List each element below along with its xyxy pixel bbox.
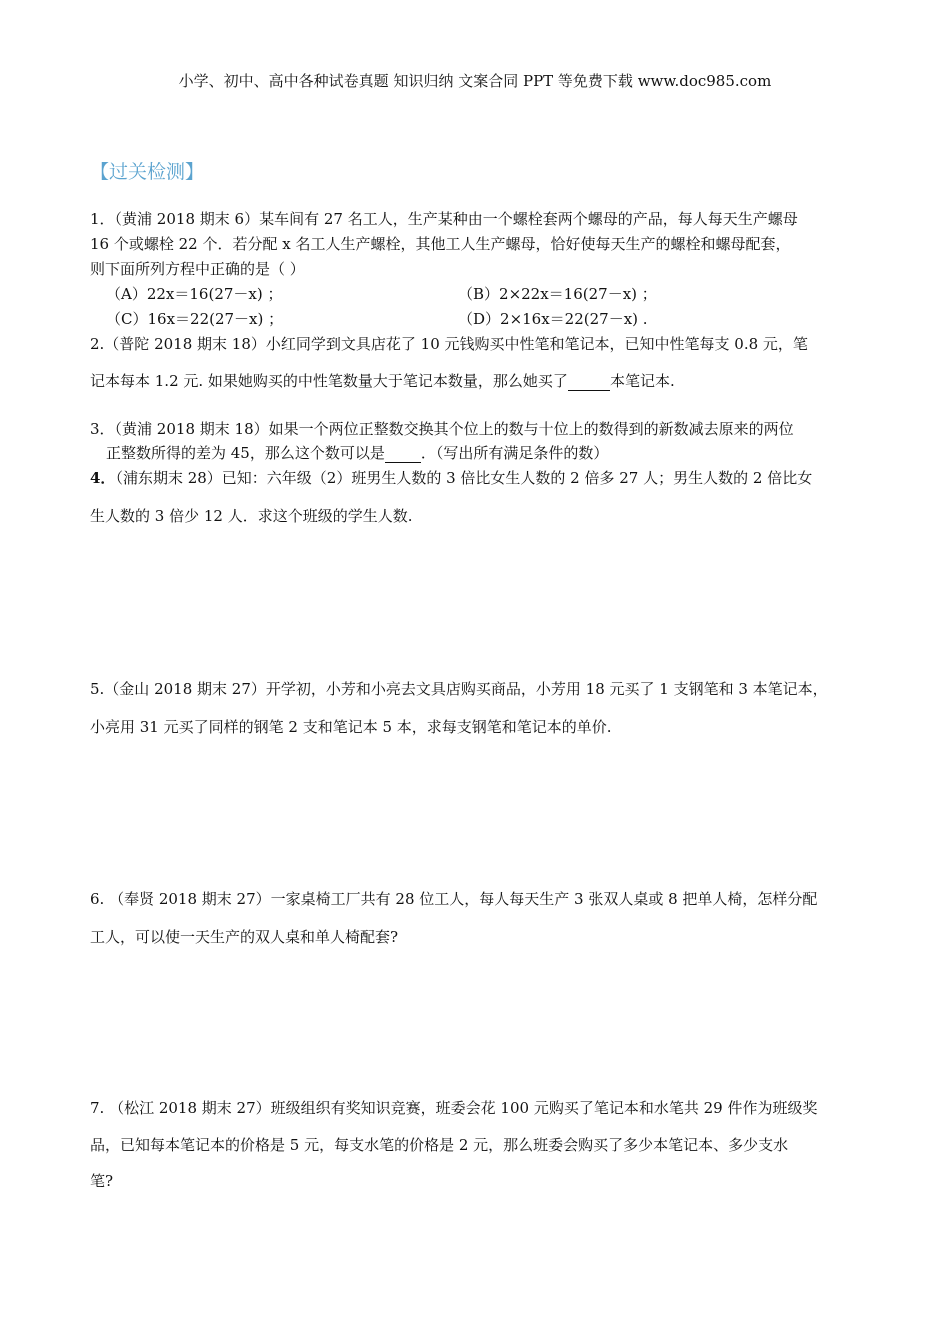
q7-line-1: 7. （松江 2018 期末 27）班级组织有奖知识竞赛，班委会花 100 元购买了笔记本和水笔共 29 件作为班级奖: [90, 1099, 818, 1117]
section-title: 【过关检测】: [90, 161, 205, 183]
q7-line-2: 品，已知每本笔记本的价格是 5 元，每支水笔的价格是 2 元，那么班委会购买了多少本笔记本、多少支水: [90, 1136, 789, 1154]
q1-line-1: 1．（黄浦 2018 期末 6）某车间有 27 名工人，生产某种由一个螺栓套两个螺母的产品，每人每天生产螺母: [90, 210, 798, 228]
answer-blank: [385, 444, 421, 463]
q7-line-3: 笔?: [90, 1172, 114, 1190]
q6-line-2: 工人，可以使一天生产的双人桌和单人椅配套?: [90, 928, 399, 946]
q2-line-1: 2.（普陀 2018 期末 18）小红同学到文具店花了 10 元钱购买中性笔和笔记本，已知中性笔每支 0.8 元，笔: [90, 335, 808, 353]
q5-line-1: 5.（金山 2018 期末 27）开学初，小芳和小亮去文具店购买商品，小芳用 18 元买了 1 支钢笔和 3 本笔记本，: [90, 680, 828, 698]
page-header: 小学、初中、高中各种试卷真题 知识归纳 文案合同 PPT 等免费下载 www.doc985.com: [178, 72, 772, 90]
q3-line-2-text: 正整数所得的差为 45，那么这个数可以是: [106, 444, 385, 462]
q1-option-d: （D）2×16x＝22(27－x) .: [458, 310, 648, 328]
q2-line-2: [90, 370, 675, 391]
q3-line-2: [106, 442, 608, 463]
q4-line-1: [90, 467, 812, 488]
q6-line-1: 6. （奉贤 2018 期末 27）一家桌椅工厂共有 28 位工人，每人每天生产 3 张双人桌或 8 把单人椅，怎样分配: [90, 890, 818, 908]
q2-line-2-text: 记本每本 1.2 元. 如果她购买的中性笔数量大于笔记本数量，那么她买了: [90, 372, 568, 390]
q4-number: 4．: [90, 469, 116, 487]
q1-option-b: （B）2×22x＝16(27－x) ；: [458, 285, 657, 303]
q1-option-a: （A）22x＝16(27－x) ；: [106, 285, 283, 303]
q1-line-2: 16 个或螺栓 22 个．若分配 x 名工人生产螺栓，其他工人生产螺母，恰好使每天生产的螺栓和螺母配套，: [90, 235, 791, 253]
q3-line-2-suffix: ．（写出所有满足条件的数）: [420, 444, 609, 462]
q4-line-1-text: （浦东期末 28）已知：六年级（2）班男生人数的 3 倍比女生人数的 2 倍多 27 人；男生人数的 2 倍比女: [115, 469, 813, 487]
q1-option-c: （C）16x＝22(27－x) ；: [106, 310, 284, 328]
q3-line-1: 3．（黄浦 2018 期末 18）如果一个两位正整数交换其个位上的数与十位上的数得到的新数减去原来的两位: [90, 420, 794, 438]
q4-line-2: 生人数的 3 倍少 12 人．求这个班级的学生人数.: [90, 507, 413, 525]
q2-line-2-suffix: 本笔记本.: [609, 372, 675, 390]
answer-blank: [568, 372, 610, 391]
q5-line-2: 小亮用 31 元买了同样的钢笔 2 支和笔记本 5 本，求每支钢笔和笔记本的单价.: [90, 718, 612, 736]
q1-line-3: 则下面所列方程中正确的是（ ）: [90, 260, 305, 278]
